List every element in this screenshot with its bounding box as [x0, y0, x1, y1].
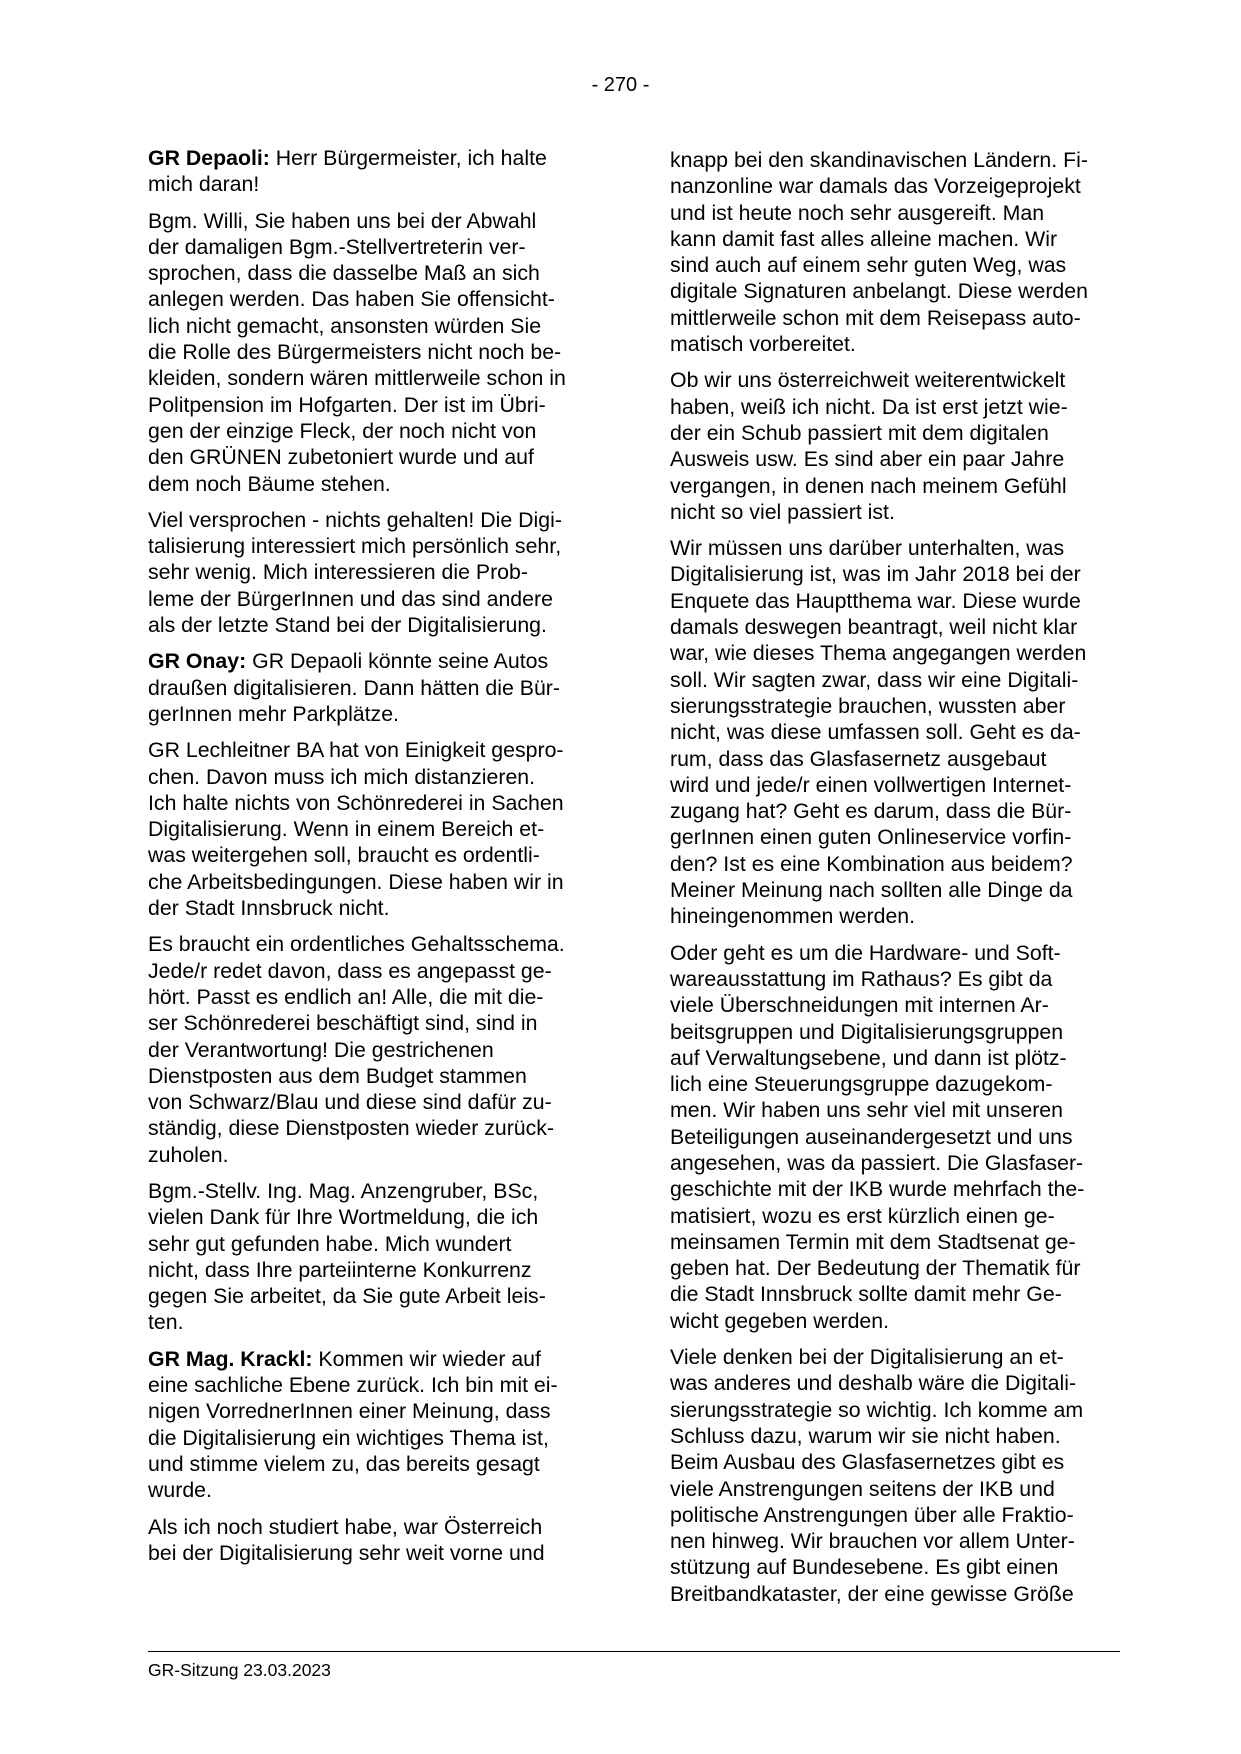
text-line: vielen Dank für Ihre Wortmeldung, die ich	[148, 1205, 539, 1230]
text-line: der ein Schub passiert mit dem digitalen	[670, 420, 1049, 445]
text-line: gerInnen einen guten Onlineservice vorfin-	[670, 825, 1072, 850]
text-line: was anderes und deshalb wäre die Digitali-	[670, 1371, 1077, 1396]
text-line: als der letzte Stand bei der Digitalisierung.	[148, 613, 547, 638]
text-line: Enquete das Hauptthema war. Diese wurde	[670, 588, 1081, 613]
text-line: Wir müssen uns darüber unterhalten, was	[670, 536, 1065, 561]
paragraph	[148, 648, 603, 727]
text-line: Digitalisierung. Wenn in einem Bereich et-	[148, 817, 545, 842]
text-line: talisierung interessiert mich persönlich sehr,	[148, 534, 562, 559]
paragraph	[148, 208, 603, 497]
paragraph	[670, 940, 1125, 1334]
text-line: kleiden, sondern wären mittlerweile schon in	[148, 366, 566, 391]
paragraph	[670, 1344, 1125, 1607]
text-line: Viele denken bei der Digitalisierung an et-	[670, 1345, 1064, 1370]
text-line: Beteiligungen auseinandergesetzt und uns	[670, 1124, 1073, 1149]
text-line: matisiert, wozu es erst kürzlich einen ge-	[670, 1203, 1055, 1228]
text-line: hört. Passt es endlich an! Alle, die mit die-	[148, 984, 544, 1009]
paragraph	[148, 145, 603, 198]
text-line: Es braucht ein ordentliches Gehaltsschema.	[148, 932, 565, 957]
text-line: lich eine Steuerungsgruppe dazugekom-	[670, 1072, 1053, 1097]
speaker-name: GR Depaoli:	[148, 146, 270, 170]
speaker-name: GR Onay:	[148, 649, 247, 674]
text-line: der Verantwortung! Die gestrichenen	[148, 1037, 494, 1062]
paragraph	[148, 1514, 603, 1567]
paragraph	[148, 1346, 603, 1504]
text-line: viele Überschneidungen mit internen Ar-	[670, 993, 1049, 1018]
text-line: GR Lechleitner BA hat von Einigkeit gespro-	[148, 738, 564, 763]
text-line: men. Wir haben uns sehr viel mit unseren	[670, 1098, 1063, 1123]
text-line: eine sachliche Ebene zurück. Ich bin mit ei-	[148, 1373, 558, 1398]
text-line: ten.	[148, 1310, 184, 1335]
text-line: gen der einzige Fleck, der noch nicht von	[148, 418, 537, 443]
text-line: Kommen wir wieder auf	[312, 1346, 541, 1371]
text-line: der damaligen Bgm.-Stellvertreterin ver-	[148, 234, 526, 259]
text-line: Digitalisierung ist, was im Jahr 2018 bei der	[670, 562, 1081, 587]
text-line: nigen VorrednerInnen einer Meinung, dass	[148, 1399, 551, 1424]
text-line: Viel versprochen - nichts gehalten! Die Digi-	[148, 507, 562, 532]
text-line: nanzonline war damals das Vorzeigeprojekt	[670, 174, 1081, 199]
page-number: - 270 -	[591, 74, 650, 96]
text-line: wird und jede/r einen vollwertigen Internet-	[670, 772, 1072, 797]
text-line: mich daran!	[148, 172, 260, 197]
text-line: Ich halte nichts von Schönrederei in Sachen	[148, 790, 564, 815]
text-line: nicht, dass Ihre parteiinterne Konkurrenz	[148, 1257, 532, 1282]
text-line: die Rolle des Bürgermeisters nicht noch be-	[148, 340, 562, 365]
text-line: die Stadt Innsbruck sollte damit mehr Ge-	[670, 1282, 1062, 1307]
text-line: che Arbeitsbedingungen. Diese haben wir in	[148, 869, 564, 894]
text-line: Bgm.-Stellv. Ing. Mag. Anzengruber, BSc,	[148, 1178, 539, 1203]
text-line: beitsgruppen und Digitalisierungsgruppen	[670, 1019, 1064, 1044]
text-line: nicht, was diese umfassen soll. Geht es da-	[670, 720, 1081, 745]
text-line: GR Depaoli könnte seine Autos	[246, 649, 549, 674]
text-line: gegen Sie arbeitet, da Sie gute Arbeit leis-	[148, 1284, 546, 1309]
text-line: war, wie dieses Thema angegangen werden	[670, 641, 1087, 666]
text-line: sehr gut gefunden habe. Mich wundert	[148, 1231, 512, 1256]
text-line: haben, weiß ich nicht. Da ist erst jetzt wie-	[670, 394, 1068, 419]
paragraph	[148, 507, 603, 638]
paragraph	[148, 931, 603, 1168]
text-line: geben hat. Der Bedeutung der Thematik für	[670, 1256, 1081, 1281]
text-line: gerInnen mehr Parkplätze.	[148, 701, 399, 726]
text-line: stützung auf Bundesebene. Es gibt einen	[670, 1555, 1059, 1580]
text-line: Schluss dazu, warum wir sie nicht haben.	[670, 1423, 1061, 1448]
text-line: geschichte mit der IKB wurde mehrfach the-	[670, 1177, 1085, 1202]
text-line: Ob wir uns österreichweit weiterentwickelt	[670, 368, 1066, 393]
text-line: Politpension im Hofgarten. Der ist im Übri-	[148, 392, 546, 417]
paragraph	[670, 367, 1125, 525]
right-column	[670, 147, 1125, 1617]
text-line: lich nicht gemacht, ansonsten würden Sie	[148, 313, 542, 338]
text-line: wurde.	[148, 1478, 212, 1503]
text-line: auf Verwaltungsebene, und dann ist plötz-	[670, 1045, 1067, 1070]
footer-divider	[148, 1651, 1120, 1652]
paragraph	[670, 535, 1125, 929]
text-line: zuholen.	[148, 1142, 229, 1167]
text-line: den? Ist es eine Kombination aus beidem?	[670, 851, 1073, 876]
text-line: Jede/r redet davon, dass es angepasst ge-	[148, 958, 552, 983]
text-line: kann damit fast alles alleine machen. Wir	[670, 226, 1058, 251]
text-line: mittlerweile schon mit dem Reisepass auto-	[670, 305, 1081, 330]
text-line: politische Anstrengungen über alle Fraktio-	[670, 1502, 1074, 1527]
text-line: ser Schönrederei beschäftigt sind, sind in	[148, 1011, 538, 1036]
text-line: chen. Davon muss ich mich distanzieren.	[148, 764, 536, 789]
paragraph	[148, 737, 603, 921]
text-line: sehr wenig. Mich interessieren die Prob-	[148, 560, 528, 585]
text-line: und stimme vielem zu, das bereits gesagt	[148, 1451, 540, 1476]
speaker-name: GR Mag. Krackl:	[148, 1346, 313, 1371]
text-line: sierungsstrategie so wichtig. Ich komme am	[670, 1397, 1084, 1422]
text-line: zugang hat? Geht es darum, dass die Bür-	[670, 799, 1072, 824]
text-line: matisch vorbereitet.	[670, 332, 856, 357]
text-line: von Schwarz/Blau und diese sind dafür zu-	[148, 1090, 552, 1115]
text-line: wicht gegeben werden.	[670, 1308, 890, 1333]
text-line: knapp bei den skandinavischen Ländern. Fi-	[670, 148, 1088, 172]
text-line: Dienstposten aus dem Budget stammen	[148, 1063, 527, 1088]
text-line: sierungsstrategie brauchen, wussten aber	[670, 693, 1066, 718]
text-line: und ist heute noch sehr ausgereift. Man	[670, 200, 1045, 225]
text-line: meinsamen Termin mit dem Stadtsenat ge-	[670, 1229, 1076, 1254]
text-line: anlegen werden. Das haben Sie offensicht-	[148, 287, 555, 312]
text-line: draußen digitalisieren. Dann hätten die Bür-	[148, 675, 560, 700]
text-line: ständig, diese Dienstposten wieder zurück-	[148, 1116, 555, 1141]
footer-session-date: GR-Sitzung 23.03.2023	[148, 1660, 331, 1680]
text-line: die Digitalisierung ein wichtiges Thema ist,	[148, 1425, 549, 1450]
text-line: Beim Ausbau des Glasfasernetzes gibt es	[670, 1450, 1065, 1475]
text-line: damals deswegen beantragt, weil nicht klar	[670, 615, 1078, 640]
text-line: sprochen, dass die dasselbe Maß an sich	[148, 261, 540, 286]
text-line: was weitergehen soll, braucht es ordentli-	[148, 843, 540, 868]
text-line: Ausweis usw. Es sind aber ein paar Jahre	[670, 447, 1065, 472]
text-line: dem noch Bäume stehen.	[148, 471, 391, 496]
text-line: bei der Digitalisierung sehr weit vorne und	[148, 1540, 545, 1565]
text-line: rum, dass das Glasfasernetz ausgebaut	[670, 746, 1047, 771]
text-line: Bgm. Willi, Sie haben uns bei der Abwahl	[148, 208, 537, 233]
text-line: Herr Bürgermeister, ich halte	[269, 146, 547, 170]
text-line: angesehen, was da passiert. Die Glasfaser-	[670, 1150, 1084, 1175]
text-line: hineingenommen werden.	[670, 904, 916, 929]
text-line: nicht so viel passiert ist.	[670, 499, 895, 524]
text-line: leme der BürgerInnen und das sind andere	[148, 586, 553, 611]
text-line: soll. Wir sagten zwar, dass wir eine Digitali-	[670, 667, 1079, 692]
text-line: digitale Signaturen anbelangt. Diese werden	[670, 279, 1088, 304]
text-line: sind auch auf einem sehr guten Weg, was	[670, 253, 1067, 278]
text-line: Oder geht es um die Hardware- und Soft-	[670, 940, 1061, 965]
text-line: Als ich noch studiert habe, war Österreich	[148, 1514, 543, 1539]
text-line: der Stadt Innsbruck nicht.	[148, 896, 390, 921]
left-column	[148, 145, 603, 1576]
text-line: vergangen, in denen nach meinem Gefühl	[670, 473, 1067, 498]
paragraph	[148, 1178, 603, 1336]
text-line: Meiner Meinung nach sollten alle Dinge da	[670, 878, 1073, 903]
text-line: nen hinweg. Wir brauchen vor allem Unter-	[670, 1529, 1075, 1554]
text-line: wareausstattung im Rathaus? Es gibt da	[670, 966, 1053, 991]
paragraph	[670, 147, 1125, 357]
text-line: viele Anstrengungen seitens der IKB und	[670, 1476, 1055, 1501]
text-line: den GRÜNEN zubetoniert wurde und auf	[148, 445, 534, 470]
text-line: Breitbandkataster, der eine gewisse Größe	[670, 1581, 1074, 1606]
